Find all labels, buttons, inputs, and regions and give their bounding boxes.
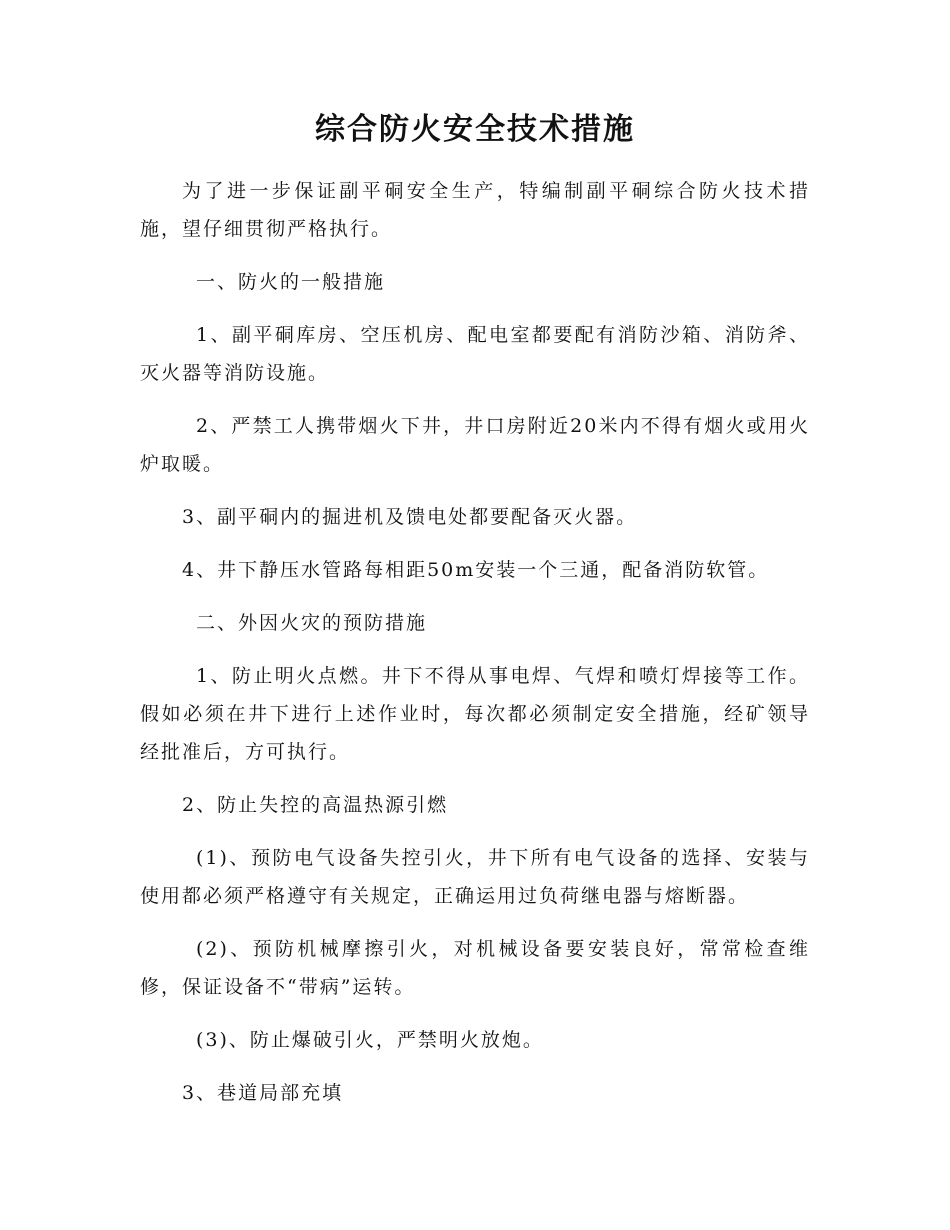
paragraph-item: 1、防止明火点燃。井下不得从事电焊、气焊和喷灯焊接等工作。假如必须在井下进行上述作业时，每次都必须制定安全措施，经矿领导经批准后，方可执行。 (140, 665, 810, 763)
paragraph-intro: 为了进一步保证副平硐安全生产，特编制副平硐综合防火技术措施，望仔细贯彻严格执行。 (140, 180, 810, 240)
paragraph-subitem: (1)、预防电气设备失控引火，井下所有电气设备的选择、安装与使用都必须严格遵守有关规定，正确运用过负荷继电器与熔断器。 (140, 847, 810, 907)
paragraph-item: 4、井下静压水管路每相距50m安装一个三通，配备消防软管。 (182, 559, 770, 581)
section-heading-general: 一、防火的一般措施 (196, 271, 386, 293)
paragraph-item: 1、副平硐库房、空压机房、配电室都要配有消防沙箱、消防斧、灭火器等消防设施。 (140, 324, 810, 384)
paragraph-subitem: (2)、预防机械摩擦引火，对机械设备要安装良好，常常检查维修，保证设备不“带病”运转。 (140, 938, 810, 998)
paragraph-subitem: (3)、防止爆破引火，严禁明火放炮。 (196, 1029, 544, 1051)
paragraph-item: 2、防止失控的高温热源引燃 (182, 794, 449, 816)
paragraph-item: 3、巷道局部充填 (182, 1082, 344, 1104)
page-title: 综合防火安全技术措施 (315, 112, 635, 147)
section-heading-external: 二、外因火灾的预防措施 (196, 612, 428, 634)
paragraph-item: 2、严禁工人携带烟火下井，井口房附近20米内不得有烟火或用火炉取暖。 (140, 415, 810, 475)
paragraph-item: 3、副平硐内的掘进机及馈电处都要配备灭火器。 (182, 506, 638, 528)
